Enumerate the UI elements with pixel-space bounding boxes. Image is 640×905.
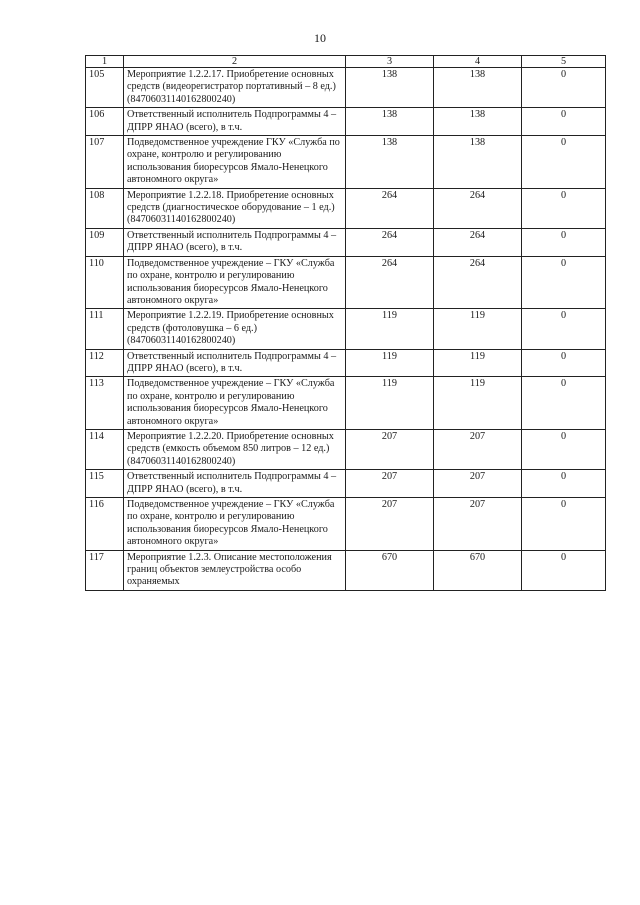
table-row	[86, 470, 606, 498]
row-value-col4: 207	[434, 470, 522, 498]
row-value-col4: 138	[434, 68, 522, 108]
row-value-col5: 0	[522, 309, 606, 349]
row-value-col5: 0	[522, 228, 606, 256]
row-number: 106	[86, 108, 124, 136]
row-value-col4: 119	[434, 349, 522, 377]
row-value-col4: 207	[434, 498, 522, 551]
row-value-col5: 0	[522, 429, 606, 469]
row-description: Подведомственное учреждение ГКУ «Служба по охране, контролю и регулированию использования биоресурсов Ямало-Ненецкого автономного округа»	[124, 136, 346, 189]
table-row	[86, 108, 606, 136]
column-header-3: 3	[346, 56, 434, 68]
row-value-col4: 207	[434, 429, 522, 469]
column-header-2: 2	[124, 56, 346, 68]
row-value-col3: 138	[346, 136, 434, 189]
table-row	[86, 429, 606, 469]
row-value-col3: 207	[346, 429, 434, 469]
row-number: 110	[86, 256, 124, 309]
row-number: 112	[86, 349, 124, 377]
row-number: 109	[86, 228, 124, 256]
row-description: Ответственный исполнитель Подпрограммы 4 – ДПРР ЯНАО (всего), в т.ч.	[124, 228, 346, 256]
row-value-col5: 0	[522, 188, 606, 228]
page-number: 10	[314, 31, 326, 45]
row-description: Мероприятие 1.2.2.20. Приобретение основных средств (емкость объемом 850 литров – 12 ед.) (84706031140162800240)	[124, 429, 346, 469]
row-value-col3: 207	[346, 470, 434, 498]
table-row	[86, 68, 606, 108]
row-number: 115	[86, 470, 124, 498]
row-description: Мероприятие 1.2.2.17. Приобретение основных средств (видеорегистратор портативный – 8 ед.) (84706031140162800240)	[124, 68, 346, 108]
row-value-col3: 670	[346, 550, 434, 590]
column-header-4: 4	[434, 56, 522, 68]
row-value-col3: 119	[346, 349, 434, 377]
row-value-col4: 670	[434, 550, 522, 590]
row-value-col4: 264	[434, 188, 522, 228]
row-value-col3: 264	[346, 256, 434, 309]
row-value-col5: 0	[522, 498, 606, 551]
row-description: Ответственный исполнитель Подпрограммы 4 – ДПРР ЯНАО (всего), в т.ч.	[124, 470, 346, 498]
row-value-col3: 119	[346, 309, 434, 349]
row-description: Мероприятие 1.2.2.19. Приобретение основных средств (фотоловушка – 6 ед.) (84706031140162800240)	[124, 309, 346, 349]
row-description: Мероприятие 1.2.2.18. Приобретение основных средств (диагностическое оборудование – 1 ед.) (84706031140162800240)	[124, 188, 346, 228]
table-row	[86, 256, 606, 309]
row-number: 114	[86, 429, 124, 469]
row-description: Подведомственное учреждение – ГКУ «Служба по охране, контролю и регулированию использования биоресурсов Ямало-Ненецкого автономного округа»	[124, 377, 346, 430]
row-value-col4: 119	[434, 377, 522, 430]
row-value-col3: 207	[346, 498, 434, 551]
row-value-col3: 119	[346, 377, 434, 430]
budget-table	[85, 55, 606, 591]
row-value-col3: 138	[346, 68, 434, 108]
row-number: 107	[86, 136, 124, 189]
row-value-col5: 0	[522, 136, 606, 189]
row-number: 117	[86, 550, 124, 590]
row-description: Ответственный исполнитель Подпрограммы 4 – ДПРР ЯНАО (всего), в т.ч.	[124, 349, 346, 377]
row-value-col3: 138	[346, 108, 434, 136]
row-value-col5: 0	[522, 108, 606, 136]
row-value-col5: 0	[522, 68, 606, 108]
row-value-col5: 0	[522, 470, 606, 498]
row-number: 116	[86, 498, 124, 551]
row-value-col5: 0	[522, 349, 606, 377]
table-row	[86, 498, 606, 551]
table-row	[86, 377, 606, 430]
row-value-col3: 264	[346, 188, 434, 228]
row-description: Подведомственное учреждение – ГКУ «Служба по охране, контролю и регулированию использования биоресурсов Ямало-Ненецкого автономного округа»	[124, 498, 346, 551]
row-description: Подведомственное учреждение – ГКУ «Служба по охране, контролю и регулированию использования биоресурсов Ямало-Ненецкого автономного округа»	[124, 256, 346, 309]
column-header-5: 5	[522, 56, 606, 68]
table-row	[86, 349, 606, 377]
header-row	[86, 56, 606, 68]
row-value-col5: 0	[522, 377, 606, 430]
row-number: 113	[86, 377, 124, 430]
table-row	[86, 188, 606, 228]
row-value-col5: 0	[522, 256, 606, 309]
row-description: Ответственный исполнитель Подпрограммы 4 – ДПРР ЯНАО (всего), в т.ч.	[124, 108, 346, 136]
table-row	[86, 136, 606, 189]
row-number: 111	[86, 309, 124, 349]
table-row	[86, 228, 606, 256]
row-value-col3: 264	[346, 228, 434, 256]
row-number: 108	[86, 188, 124, 228]
column-header-1: 1	[86, 56, 124, 68]
row-value-col4: 264	[434, 256, 522, 309]
table-row	[86, 309, 606, 349]
table-row	[86, 550, 606, 590]
row-value-col4: 264	[434, 228, 522, 256]
row-value-col4: 138	[434, 108, 522, 136]
row-value-col4: 119	[434, 309, 522, 349]
row-value-col4: 138	[434, 136, 522, 189]
row-value-col5: 0	[522, 550, 606, 590]
row-description: Мероприятие 1.2.3. Описание местоположения границ объектов землеустройства особо охраняемых	[124, 550, 346, 590]
row-number: 105	[86, 68, 124, 108]
